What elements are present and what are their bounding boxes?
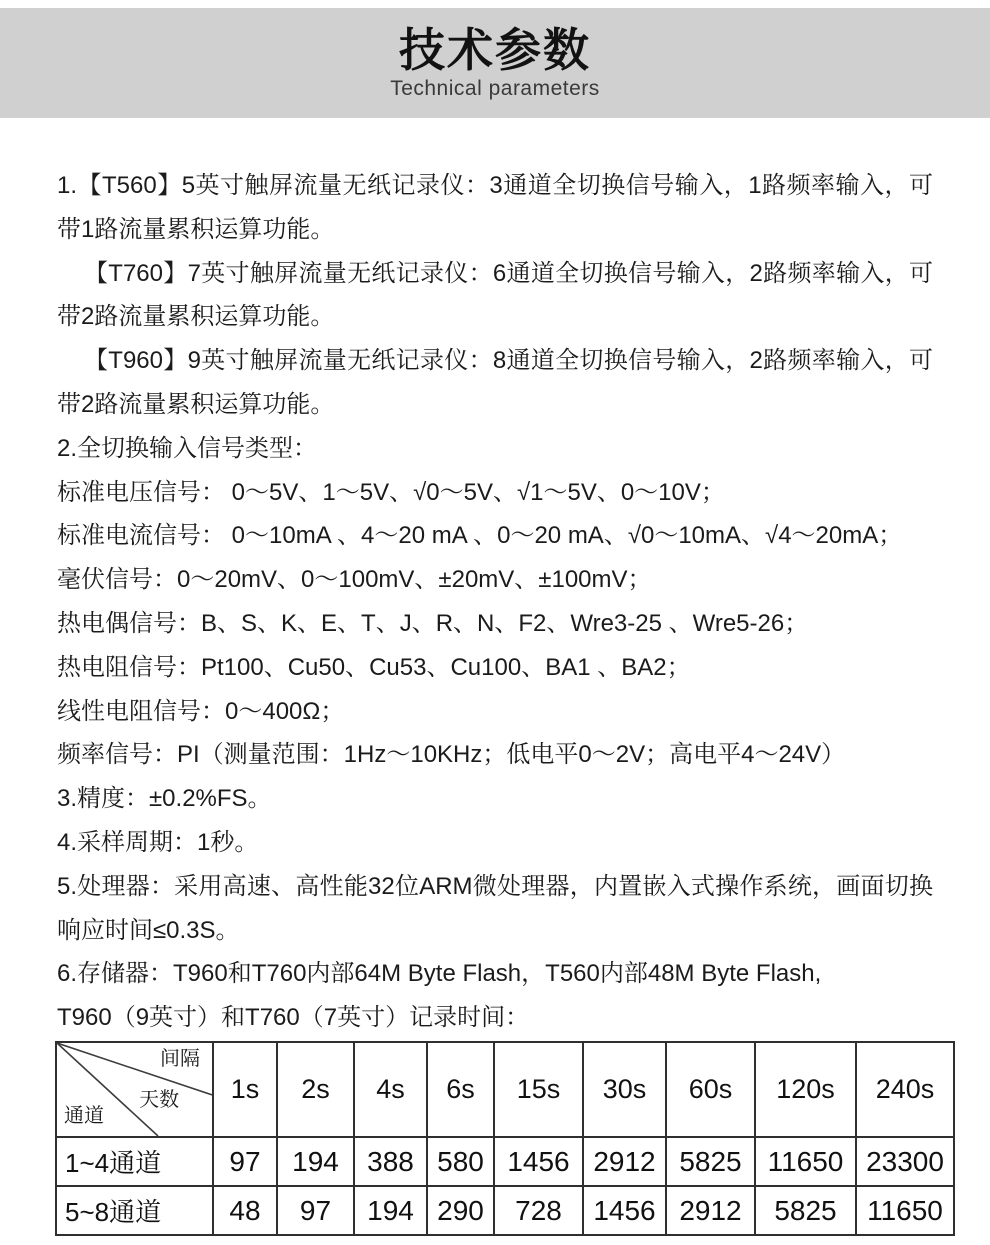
interval-header: 1s — [213, 1042, 277, 1137]
spec-line: 响应时间≤0.3S。 — [57, 916, 240, 944]
days-value: 580 — [427, 1137, 494, 1186]
spec-line: 【T760】7英寸触屏流量无纸记录仪：6通道全切换信号输入，2路频率输入，可 — [84, 259, 933, 287]
days-value: 23300 — [856, 1137, 954, 1186]
days-value: 2912 — [666, 1186, 755, 1235]
table-row — [56, 1186, 954, 1235]
days-value: 11650 — [856, 1186, 954, 1235]
spec-line: 带2路流量累积运算功能。 — [57, 303, 335, 331]
table-body — [56, 1137, 954, 1235]
days-value: 97 — [277, 1186, 354, 1235]
interval-header: 60s — [666, 1042, 755, 1137]
interval-header: 15s — [494, 1042, 583, 1137]
channel-label: 1~4通道 — [56, 1137, 213, 1186]
days-value: 290 — [427, 1186, 494, 1235]
interval-header: 120s — [755, 1042, 856, 1137]
days-value: 194 — [354, 1186, 427, 1235]
header-banner — [0, 8, 990, 118]
interval-header: 4s — [354, 1042, 427, 1137]
days-value: 11650 — [755, 1137, 856, 1186]
recording-time-table — [55, 1041, 955, 1236]
recording-time-table-wrap — [55, 1041, 944, 1236]
spec-text — [57, 164, 933, 1040]
table-row — [56, 1137, 954, 1186]
days-value: 48 — [213, 1186, 277, 1235]
days-value: 2912 — [583, 1137, 666, 1186]
spec-line: T960（9英寸）和T760（7英寸）记录时间： — [57, 1004, 530, 1032]
days-value: 388 — [354, 1137, 427, 1186]
spec-line: 【T960】9英寸触屏流量无纸记录仪：8通道全切换信号输入，2路频率输入，可 — [84, 347, 933, 375]
days-value: 1456 — [494, 1137, 583, 1186]
spec-line: 带1路流量累积运算功能。 — [57, 215, 335, 243]
days-value: 97 — [213, 1137, 277, 1186]
table-header-row — [56, 1042, 954, 1137]
spec-line: 线性电阻信号：0～400Ω； — [57, 697, 345, 725]
spec-line: 标准电流信号： 0～10mA 、4～20 mA 、0～20 mA、√0～10mA、√4～20mA； — [57, 522, 903, 550]
spec-line: 3.精度：±0.2%FS。 — [57, 785, 272, 813]
page-title: 技术参数 — [399, 23, 591, 76]
corner-label-channel: 通道 — [64, 1105, 104, 1127]
spec-line: 带2路流量累积运算功能。 — [57, 390, 335, 418]
days-value: 1456 — [583, 1186, 666, 1235]
spec-line: 频率信号：PI（测量范围：1Hz～10KHz；低电平0～2V；高电平4～24V） — [57, 741, 846, 769]
interval-header: 6s — [427, 1042, 494, 1137]
days-value: 5825 — [666, 1137, 755, 1186]
page-subtitle: Technical parameters — [390, 77, 600, 101]
corner-cell — [56, 1042, 213, 1137]
days-value: 728 — [494, 1186, 583, 1235]
interval-header: 2s — [277, 1042, 354, 1137]
interval-header: 30s — [583, 1042, 666, 1137]
channel-label: 5~8通道 — [56, 1186, 213, 1235]
corner-label-interval: 间隔 — [160, 1048, 200, 1070]
spec-line: 2.全切换输入信号类型： — [57, 434, 318, 462]
spec-line: 6.存储器：T960和T760内部64M Byte Flash，T560内部48M Byte Flash, — [57, 960, 822, 988]
spec-line: 4.采样周期：1秒。 — [57, 828, 259, 856]
spec-line: 毫伏信号：0～20mV、0～100mV、±20mV、±100mV； — [57, 566, 652, 594]
spec-line: 热电阻信号：Pt100、Cu50、Cu53、Cu100、BA1 、BA2； — [57, 653, 691, 681]
spec-line: 热电偶信号：B、S、K、E、T、J、R、N、F2、Wre3-25 、Wre5-26； — [57, 609, 809, 637]
interval-header: 240s — [856, 1042, 954, 1137]
spec-line: 标准电压信号： 0～5V、1～5V、√0～5V、√1～5V、0～10V； — [57, 478, 725, 506]
days-value: 194 — [277, 1137, 354, 1186]
corner-label-days: 天数 — [139, 1088, 180, 1111]
spec-line: 1.【T560】5英寸触屏流量无纸记录仪：3通道全切换信号输入，1路频率输入，可 — [57, 172, 933, 199]
days-value: 5825 — [755, 1186, 856, 1235]
spec-line: 5.处理器：采用高速、高性能32位ARM微处理器，内置嵌入式操作系统，画面切换 — [57, 872, 933, 900]
